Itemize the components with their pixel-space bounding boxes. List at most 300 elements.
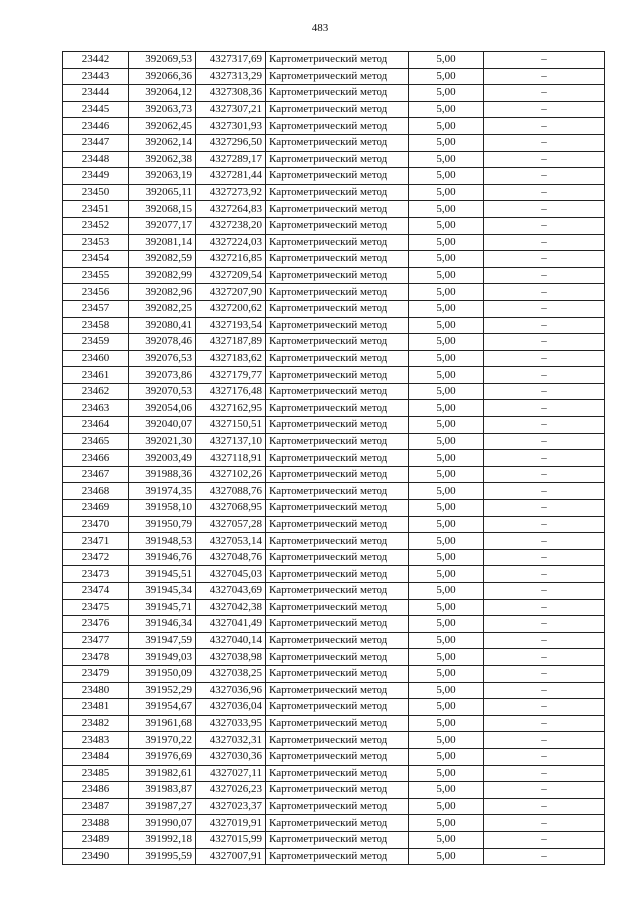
note-cell: –: [484, 118, 605, 135]
note-cell: –: [484, 400, 605, 417]
x-coordinate-cell: 391987,27: [129, 798, 196, 815]
y-coordinate-cell: 4327057,28: [196, 516, 266, 533]
point-number-cell: 23459: [63, 334, 129, 351]
method-cell: Картометрический метод: [266, 300, 409, 317]
accuracy-cell: 5,00: [409, 566, 484, 583]
y-coordinate-cell: 4327118,91: [196, 450, 266, 467]
note-cell: –: [484, 68, 605, 85]
y-coordinate-cell: 4327200,62: [196, 300, 266, 317]
x-coordinate-cell: 392021,30: [129, 433, 196, 450]
x-coordinate-cell: 391992,18: [129, 831, 196, 848]
note-cell: –: [484, 748, 605, 765]
y-coordinate-cell: 4327150,51: [196, 417, 266, 434]
accuracy-cell: 5,00: [409, 831, 484, 848]
accuracy-cell: 5,00: [409, 649, 484, 666]
x-coordinate-cell: 392077,17: [129, 217, 196, 234]
accuracy-cell: 5,00: [409, 284, 484, 301]
point-number-cell: 23457: [63, 300, 129, 317]
x-coordinate-cell: 392078,46: [129, 334, 196, 351]
method-cell: Картометрический метод: [266, 367, 409, 384]
table-row: [63, 234, 605, 251]
accuracy-cell: 5,00: [409, 682, 484, 699]
y-coordinate-cell: 4327313,29: [196, 68, 266, 85]
y-coordinate-cell: 4327224,03: [196, 234, 266, 251]
table-row: [63, 201, 605, 218]
note-cell: –: [484, 466, 605, 483]
note-cell: –: [484, 234, 605, 251]
accuracy-cell: 5,00: [409, 483, 484, 500]
note-cell: –: [484, 682, 605, 699]
table-row: [63, 483, 605, 500]
accuracy-cell: 5,00: [409, 748, 484, 765]
accuracy-cell: 5,00: [409, 68, 484, 85]
accuracy-cell: 5,00: [409, 334, 484, 351]
point-number-cell: 23448: [63, 151, 129, 168]
note-cell: –: [484, 649, 605, 666]
method-cell: Картометрический метод: [266, 284, 409, 301]
accuracy-cell: 5,00: [409, 168, 484, 185]
method-cell: Картометрический метод: [266, 616, 409, 633]
point-number-cell: 23466: [63, 450, 129, 467]
accuracy-cell: 5,00: [409, 533, 484, 550]
table-row: [63, 715, 605, 732]
note-cell: –: [484, 516, 605, 533]
accuracy-cell: 5,00: [409, 765, 484, 782]
table-row: [63, 367, 605, 384]
table-row: [63, 848, 605, 865]
y-coordinate-cell: 4327307,21: [196, 101, 266, 118]
table-row: [63, 267, 605, 284]
y-coordinate-cell: 4327048,76: [196, 549, 266, 566]
x-coordinate-cell: 391945,51: [129, 566, 196, 583]
coordinates-table-body: [63, 52, 605, 865]
point-number-cell: 23452: [63, 217, 129, 234]
y-coordinate-cell: 4327183,62: [196, 350, 266, 367]
point-number-cell: 23471: [63, 533, 129, 550]
note-cell: –: [484, 433, 605, 450]
point-number-cell: 23450: [63, 184, 129, 201]
point-number-cell: 23490: [63, 848, 129, 865]
method-cell: Картометрический метод: [266, 831, 409, 848]
point-number-cell: 23445: [63, 101, 129, 118]
x-coordinate-cell: 391948,53: [129, 533, 196, 550]
note-cell: –: [484, 665, 605, 682]
method-cell: Картометрический метод: [266, 682, 409, 699]
x-coordinate-cell: 392068,15: [129, 201, 196, 218]
y-coordinate-cell: 4327176,48: [196, 383, 266, 400]
y-coordinate-cell: 4327019,91: [196, 815, 266, 832]
y-coordinate-cell: 4327023,37: [196, 798, 266, 815]
accuracy-cell: 5,00: [409, 267, 484, 284]
accuracy-cell: 5,00: [409, 699, 484, 716]
method-cell: Картометрический метод: [266, 732, 409, 749]
point-number-cell: 23465: [63, 433, 129, 450]
y-coordinate-cell: 4327033,95: [196, 715, 266, 732]
x-coordinate-cell: 391946,76: [129, 549, 196, 566]
method-cell: Картометрический метод: [266, 52, 409, 69]
coordinates-table: [62, 51, 605, 865]
accuracy-cell: 5,00: [409, 715, 484, 732]
note-cell: –: [484, 201, 605, 218]
x-coordinate-cell: 391949,03: [129, 649, 196, 666]
x-coordinate-cell: 392082,99: [129, 267, 196, 284]
point-number-cell: 23483: [63, 732, 129, 749]
x-coordinate-cell: 391976,69: [129, 748, 196, 765]
note-cell: –: [484, 583, 605, 600]
point-number-cell: 23458: [63, 317, 129, 334]
method-cell: Картометрический метод: [266, 815, 409, 832]
y-coordinate-cell: 4327193,54: [196, 317, 266, 334]
x-coordinate-cell: 391958,10: [129, 500, 196, 517]
y-coordinate-cell: 4327032,31: [196, 732, 266, 749]
note-cell: –: [484, 500, 605, 517]
table-row: [63, 417, 605, 434]
x-coordinate-cell: 391950,79: [129, 516, 196, 533]
accuracy-cell: 5,00: [409, 251, 484, 268]
method-cell: Картометрический метод: [266, 798, 409, 815]
point-number-cell: 23472: [63, 549, 129, 566]
x-coordinate-cell: 392062,14: [129, 134, 196, 151]
accuracy-cell: 5,00: [409, 782, 484, 799]
accuracy-cell: 5,00: [409, 134, 484, 151]
y-coordinate-cell: 4327015,99: [196, 831, 266, 848]
x-coordinate-cell: 391982,61: [129, 765, 196, 782]
point-number-cell: 23443: [63, 68, 129, 85]
point-number-cell: 23460: [63, 350, 129, 367]
method-cell: Картометрический метод: [266, 334, 409, 351]
accuracy-cell: 5,00: [409, 798, 484, 815]
table-row: [63, 500, 605, 517]
note-cell: –: [484, 334, 605, 351]
note-cell: –: [484, 715, 605, 732]
accuracy-cell: 5,00: [409, 350, 484, 367]
method-cell: Картометрический метод: [266, 118, 409, 135]
x-coordinate-cell: 391974,35: [129, 483, 196, 500]
x-coordinate-cell: 391950,09: [129, 665, 196, 682]
table-row: [63, 815, 605, 832]
accuracy-cell: 5,00: [409, 417, 484, 434]
method-cell: Картометрический метод: [266, 151, 409, 168]
note-cell: –: [484, 831, 605, 848]
y-coordinate-cell: 4327088,76: [196, 483, 266, 500]
y-coordinate-cell: 4327036,04: [196, 699, 266, 716]
point-number-cell: 23487: [63, 798, 129, 815]
note-cell: –: [484, 848, 605, 865]
y-coordinate-cell: 4327289,17: [196, 151, 266, 168]
point-number-cell: 23470: [63, 516, 129, 533]
y-coordinate-cell: 4327162,95: [196, 400, 266, 417]
note-cell: –: [484, 765, 605, 782]
method-cell: Картометрический метод: [266, 217, 409, 234]
point-number-cell: 23461: [63, 367, 129, 384]
table-row: [63, 151, 605, 168]
table-row: [63, 699, 605, 716]
method-cell: Картометрический метод: [266, 168, 409, 185]
method-cell: Картометрический метод: [266, 433, 409, 450]
point-number-cell: 23449: [63, 168, 129, 185]
table-row: [63, 251, 605, 268]
note-cell: –: [484, 732, 605, 749]
method-cell: Картометрический метод: [266, 516, 409, 533]
accuracy-cell: 5,00: [409, 300, 484, 317]
point-number-cell: 23442: [63, 52, 129, 69]
table-row: [63, 583, 605, 600]
y-coordinate-cell: 4327187,89: [196, 334, 266, 351]
y-coordinate-cell: 4327273,92: [196, 184, 266, 201]
x-coordinate-cell: 391954,67: [129, 699, 196, 716]
y-coordinate-cell: 4327102,26: [196, 466, 266, 483]
table-row: [63, 118, 605, 135]
table-row: [63, 798, 605, 815]
point-number-cell: 23447: [63, 134, 129, 151]
x-coordinate-cell: 392066,36: [129, 68, 196, 85]
point-number-cell: 23488: [63, 815, 129, 832]
accuracy-cell: 5,00: [409, 101, 484, 118]
method-cell: Картометрический метод: [266, 665, 409, 682]
accuracy-cell: 5,00: [409, 383, 484, 400]
note-cell: –: [484, 52, 605, 69]
x-coordinate-cell: 391945,34: [129, 583, 196, 600]
table-row: [63, 217, 605, 234]
accuracy-cell: 5,00: [409, 52, 484, 69]
x-coordinate-cell: 392062,45: [129, 118, 196, 135]
x-coordinate-cell: 392054,06: [129, 400, 196, 417]
point-number-cell: 23478: [63, 649, 129, 666]
x-coordinate-cell: 392082,59: [129, 251, 196, 268]
point-number-cell: 23475: [63, 599, 129, 616]
note-cell: –: [484, 533, 605, 550]
method-cell: Картометрический метод: [266, 101, 409, 118]
method-cell: Картометрический метод: [266, 649, 409, 666]
accuracy-cell: 5,00: [409, 583, 484, 600]
x-coordinate-cell: 392081,14: [129, 234, 196, 251]
y-coordinate-cell: 4327038,98: [196, 649, 266, 666]
accuracy-cell: 5,00: [409, 118, 484, 135]
y-coordinate-cell: 4327040,14: [196, 632, 266, 649]
method-cell: Картометрический метод: [266, 748, 409, 765]
method-cell: Картометрический метод: [266, 765, 409, 782]
note-cell: –: [484, 782, 605, 799]
accuracy-cell: 5,00: [409, 400, 484, 417]
y-coordinate-cell: 4327238,20: [196, 217, 266, 234]
method-cell: Картометрический метод: [266, 383, 409, 400]
table-row: [63, 516, 605, 533]
note-cell: –: [484, 798, 605, 815]
x-coordinate-cell: 392076,53: [129, 350, 196, 367]
y-coordinate-cell: 4327281,44: [196, 168, 266, 185]
accuracy-cell: 5,00: [409, 500, 484, 517]
y-coordinate-cell: 4327179,77: [196, 367, 266, 384]
table-row: [63, 85, 605, 102]
point-number-cell: 23467: [63, 466, 129, 483]
x-coordinate-cell: 391947,59: [129, 632, 196, 649]
y-coordinate-cell: 4327041,49: [196, 616, 266, 633]
table-row: [63, 450, 605, 467]
table-row: [63, 649, 605, 666]
method-cell: Картометрический метод: [266, 134, 409, 151]
y-coordinate-cell: 4327007,91: [196, 848, 266, 865]
point-number-cell: 23485: [63, 765, 129, 782]
y-coordinate-cell: 4327216,85: [196, 251, 266, 268]
x-coordinate-cell: 391952,29: [129, 682, 196, 699]
x-coordinate-cell: 392065,11: [129, 184, 196, 201]
point-number-cell: 23444: [63, 85, 129, 102]
y-coordinate-cell: 4327053,14: [196, 533, 266, 550]
method-cell: Картометрический метод: [266, 583, 409, 600]
note-cell: –: [484, 184, 605, 201]
y-coordinate-cell: 4327137,10: [196, 433, 266, 450]
note-cell: –: [484, 549, 605, 566]
accuracy-cell: 5,00: [409, 450, 484, 467]
table-row: [63, 682, 605, 699]
point-number-cell: 23456: [63, 284, 129, 301]
table-row: [63, 350, 605, 367]
accuracy-cell: 5,00: [409, 367, 484, 384]
table-row: [63, 533, 605, 550]
note-cell: –: [484, 151, 605, 168]
accuracy-cell: 5,00: [409, 433, 484, 450]
table-row: [63, 765, 605, 782]
y-coordinate-cell: 4327301,93: [196, 118, 266, 135]
note-cell: –: [484, 217, 605, 234]
method-cell: Картометрический метод: [266, 500, 409, 517]
x-coordinate-cell: 391946,34: [129, 616, 196, 633]
method-cell: Картометрический метод: [266, 267, 409, 284]
point-number-cell: 23480: [63, 682, 129, 699]
x-coordinate-cell: 392063,19: [129, 168, 196, 185]
x-coordinate-cell: 391988,36: [129, 466, 196, 483]
accuracy-cell: 5,00: [409, 616, 484, 633]
point-number-cell: 23446: [63, 118, 129, 135]
y-coordinate-cell: 4327045,03: [196, 566, 266, 583]
point-number-cell: 23484: [63, 748, 129, 765]
method-cell: Картометрический метод: [266, 317, 409, 334]
table-row: [63, 52, 605, 69]
y-coordinate-cell: 4327209,54: [196, 267, 266, 284]
method-cell: Картометрический метод: [266, 483, 409, 500]
y-coordinate-cell: 4327036,96: [196, 682, 266, 699]
method-cell: Картометрический метод: [266, 400, 409, 417]
method-cell: Картометрический метод: [266, 184, 409, 201]
point-number-cell: 23474: [63, 583, 129, 600]
table-row: [63, 284, 605, 301]
method-cell: Картометрический метод: [266, 466, 409, 483]
accuracy-cell: 5,00: [409, 317, 484, 334]
table-row: [63, 748, 605, 765]
note-cell: –: [484, 417, 605, 434]
table-row: [63, 317, 605, 334]
point-number-cell: 23453: [63, 234, 129, 251]
y-coordinate-cell: 4327043,69: [196, 583, 266, 600]
table-row: [63, 300, 605, 317]
method-cell: Картометрический метод: [266, 350, 409, 367]
accuracy-cell: 5,00: [409, 201, 484, 218]
point-number-cell: 23479: [63, 665, 129, 682]
note-cell: –: [484, 566, 605, 583]
accuracy-cell: 5,00: [409, 516, 484, 533]
method-cell: Картометрический метод: [266, 599, 409, 616]
accuracy-cell: 5,00: [409, 217, 484, 234]
method-cell: Картометрический метод: [266, 68, 409, 85]
accuracy-cell: 5,00: [409, 549, 484, 566]
x-coordinate-cell: 392082,25: [129, 300, 196, 317]
note-cell: –: [484, 450, 605, 467]
accuracy-cell: 5,00: [409, 151, 484, 168]
y-coordinate-cell: 4327264,83: [196, 201, 266, 218]
note-cell: –: [484, 85, 605, 102]
point-number-cell: 23481: [63, 699, 129, 716]
x-coordinate-cell: 391990,07: [129, 815, 196, 832]
point-number-cell: 23489: [63, 831, 129, 848]
method-cell: Картометрический метод: [266, 251, 409, 268]
note-cell: –: [484, 134, 605, 151]
accuracy-cell: 5,00: [409, 466, 484, 483]
method-cell: Картометрический метод: [266, 201, 409, 218]
y-coordinate-cell: 4327026,23: [196, 782, 266, 799]
point-number-cell: 23468: [63, 483, 129, 500]
note-cell: –: [484, 350, 605, 367]
y-coordinate-cell: 4327068,95: [196, 500, 266, 517]
table-row: [63, 732, 605, 749]
point-number-cell: 23462: [63, 383, 129, 400]
point-number-cell: 23464: [63, 417, 129, 434]
x-coordinate-cell: 392070,53: [129, 383, 196, 400]
y-coordinate-cell: 4327030,36: [196, 748, 266, 765]
accuracy-cell: 5,00: [409, 848, 484, 865]
accuracy-cell: 5,00: [409, 665, 484, 682]
table-row: [63, 383, 605, 400]
table-row: [63, 782, 605, 799]
table-row: [63, 433, 605, 450]
x-coordinate-cell: 391970,22: [129, 732, 196, 749]
method-cell: Картометрический метод: [266, 632, 409, 649]
table-row: [63, 334, 605, 351]
note-cell: –: [484, 599, 605, 616]
method-cell: Картометрический метод: [266, 566, 409, 583]
method-cell: Картометрический метод: [266, 533, 409, 550]
y-coordinate-cell: 4327042,38: [196, 599, 266, 616]
method-cell: Картометрический метод: [266, 234, 409, 251]
table-row: [63, 831, 605, 848]
note-cell: –: [484, 815, 605, 832]
table-row: [63, 168, 605, 185]
method-cell: Картометрический метод: [266, 699, 409, 716]
table-row: [63, 566, 605, 583]
x-coordinate-cell: 392040,07: [129, 417, 196, 434]
note-cell: –: [484, 632, 605, 649]
accuracy-cell: 5,00: [409, 732, 484, 749]
method-cell: Картометрический метод: [266, 549, 409, 566]
table-row: [63, 616, 605, 633]
note-cell: –: [484, 267, 605, 284]
note-cell: –: [484, 367, 605, 384]
accuracy-cell: 5,00: [409, 599, 484, 616]
point-number-cell: 23454: [63, 251, 129, 268]
table-row: [63, 549, 605, 566]
y-coordinate-cell: 4327296,50: [196, 134, 266, 151]
x-coordinate-cell: 392063,73: [129, 101, 196, 118]
x-coordinate-cell: 391995,59: [129, 848, 196, 865]
x-coordinate-cell: 391945,71: [129, 599, 196, 616]
x-coordinate-cell: 392082,96: [129, 284, 196, 301]
method-cell: Картометрический метод: [266, 782, 409, 799]
point-number-cell: 23473: [63, 566, 129, 583]
y-coordinate-cell: 4327308,36: [196, 85, 266, 102]
point-number-cell: 23463: [63, 400, 129, 417]
x-coordinate-cell: 392069,53: [129, 52, 196, 69]
table-row: [63, 599, 605, 616]
table-row: [63, 134, 605, 151]
